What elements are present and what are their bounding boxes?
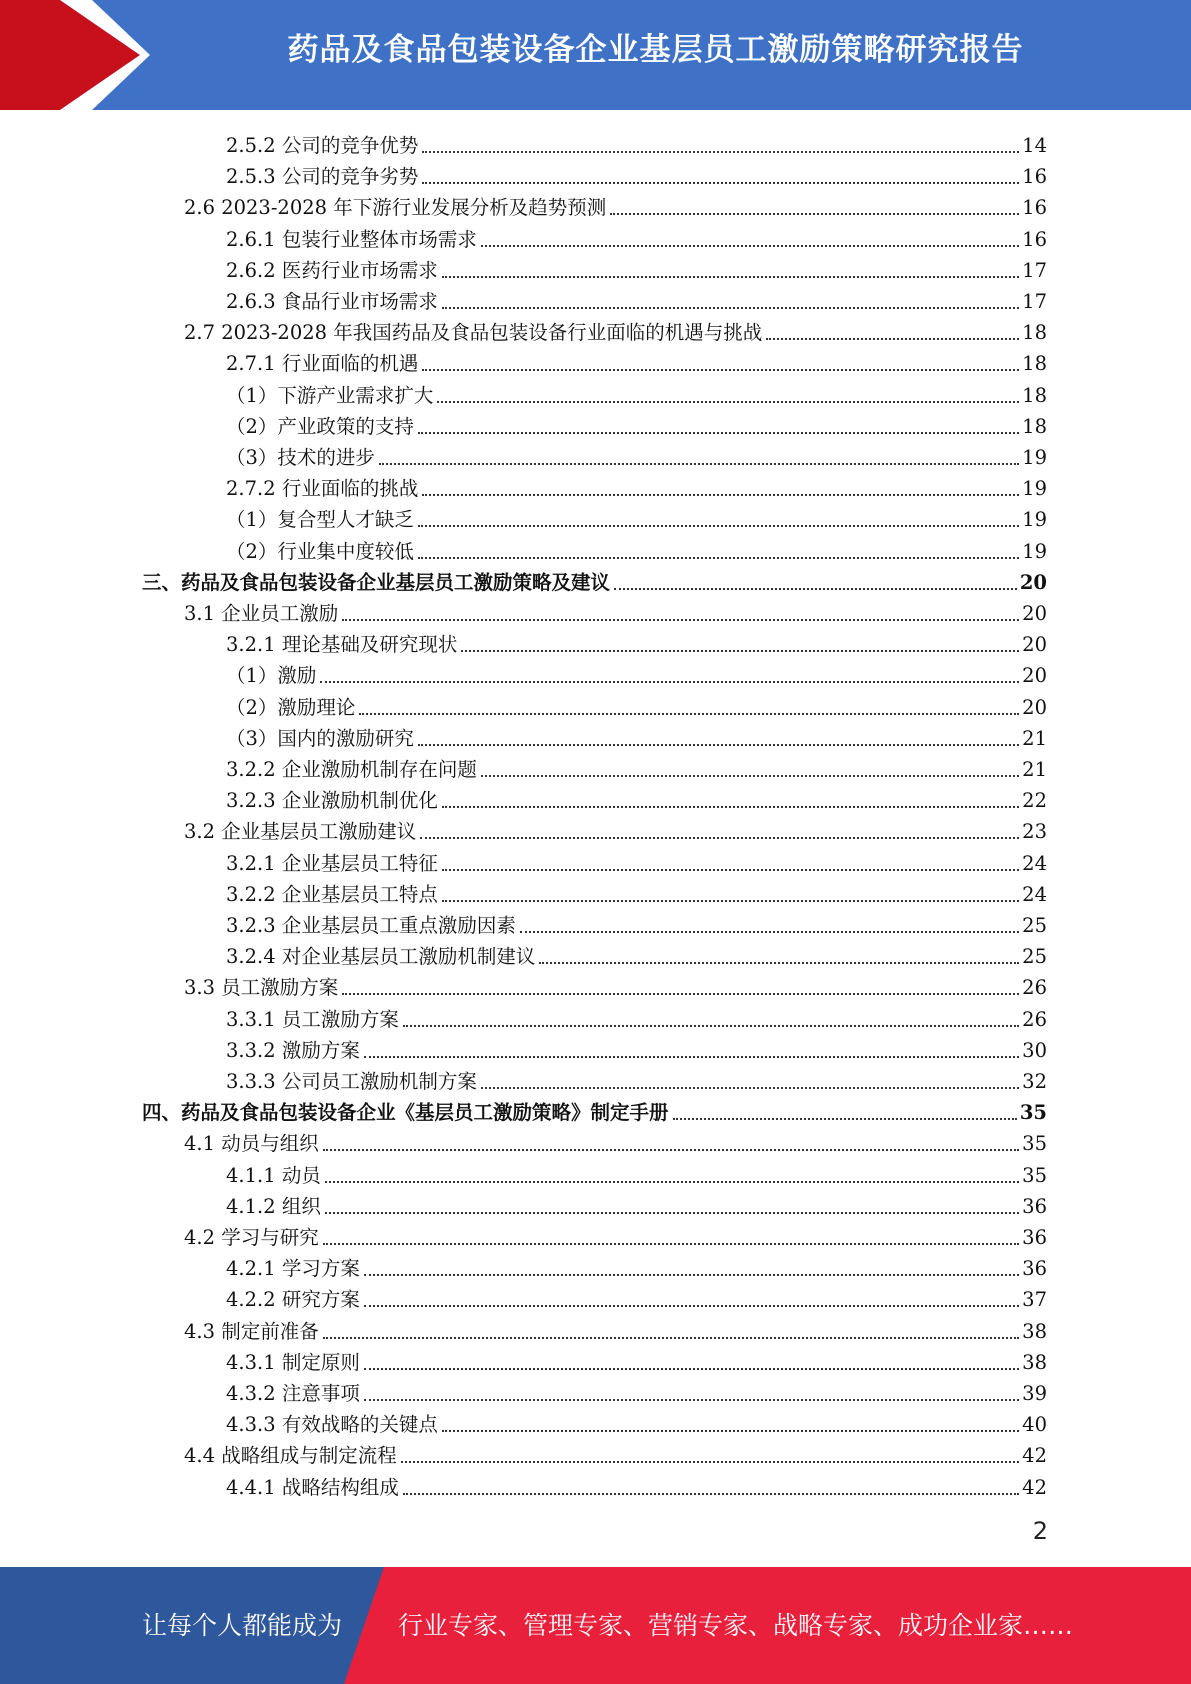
toc-entry-page: 16 [1022, 227, 1047, 251]
toc-entry-label: 3.2 企业基层员工激励建议 [184, 820, 417, 844]
toc-entry-label: 3.3 员工激励方案 [184, 976, 339, 1000]
toc-entry-label: （2）行业集中度较低 [226, 539, 414, 563]
toc-entry-page: 37 [1022, 1288, 1047, 1312]
toc-dot-leader [364, 1399, 1019, 1401]
toc-entry[interactable] [226, 440, 1047, 471]
toc-entry[interactable] [226, 1189, 1047, 1220]
toc-entry-page: 21 [1022, 758, 1047, 781]
toc-entry[interactable] [226, 1251, 1047, 1282]
toc-entry-page: 35 [1019, 1101, 1047, 1125]
header-banner [0, 0, 1191, 110]
toc-entry[interactable] [226, 1345, 1047, 1376]
toc-entry[interactable] [226, 471, 1047, 502]
toc-entry[interactable] [226, 502, 1047, 533]
toc-dot-leader [461, 650, 1019, 652]
toc-entry[interactable] [226, 939, 1047, 970]
toc-entry-page: 20 [1022, 664, 1047, 688]
toc-dot-leader [364, 1274, 1019, 1276]
toc-entry-page: 17 [1022, 258, 1047, 282]
toc-dot-leader [442, 806, 1019, 808]
toc-entry-label: 三、药品及食品包装设备企业基层员工激励策略及建议 [142, 570, 611, 594]
toc-entry[interactable] [226, 1033, 1047, 1064]
toc-entry-page: 25 [1022, 945, 1047, 969]
toc-dot-leader [420, 837, 1019, 839]
toc-dot-leader [610, 213, 1019, 215]
toc-entry-label: 2.6.1 包装行业整体市场需求 [226, 227, 477, 251]
toc-entry[interactable] [226, 908, 1047, 939]
toc-entry[interactable] [226, 346, 1047, 377]
toc-entry-label: 3.3.3 公司员工激励机制方案 [226, 1070, 477, 1093]
toc-dot-leader [325, 1181, 1019, 1183]
footer-banner [0, 1567, 1191, 1684]
toc-entry[interactable] [226, 159, 1047, 190]
toc-entry-label: 4.4 战略组成与制定流程 [184, 1444, 397, 1468]
toc-dot-leader [403, 1025, 1019, 1027]
toc-entry[interactable] [226, 409, 1047, 440]
toc-entry-page: 16 [1022, 196, 1047, 220]
toc-entry-label: 3.2.1 企业基层员工特征 [226, 851, 438, 875]
toc-entry[interactable] [226, 1282, 1047, 1313]
toc-entry[interactable] [226, 1158, 1047, 1189]
toc-entry-label: （1）复合型人才缺乏 [226, 508, 414, 532]
toc-entry[interactable] [184, 1314, 1047, 1345]
toc-entry-page: 23 [1022, 820, 1047, 844]
toc-entry-label: 4.2 学习与研究 [184, 1226, 319, 1249]
toc-dot-leader [539, 962, 1019, 964]
toc-entry-page: 26 [1022, 976, 1047, 1000]
document-title: 药品及食品包装设备企业基层员工激励策略研究报告 [287, 32, 1024, 68]
toc-entry-label: 3.2.1 理论基础及研究现状 [226, 633, 458, 657]
toc-dot-leader [442, 1430, 1019, 1432]
toc-dot-leader [320, 681, 1019, 683]
toc-entry[interactable] [142, 1095, 1047, 1126]
toc-entry[interactable] [184, 1220, 1047, 1251]
toc-dot-leader [442, 869, 1019, 871]
toc-entry-label: 2.7.2 行业面临的挑战 [226, 477, 419, 501]
toc-entry-page: 26 [1022, 1007, 1047, 1031]
toc-entry-page: 18 [1022, 383, 1047, 407]
footer-slogan-left: 让每个人都能成为 [142, 1611, 343, 1640]
toc-entry-page: 36 [1022, 1226, 1047, 1249]
toc-entry-label: 4.1.1 动员 [226, 1163, 321, 1187]
toc-entry-page: 22 [1022, 789, 1047, 813]
toc-entry[interactable] [184, 1126, 1047, 1157]
toc-entry-label: 3.1 企业员工激励 [184, 602, 339, 625]
toc-entry[interactable] [226, 1407, 1047, 1438]
toc-entry-page: 20 [1022, 695, 1047, 719]
toc-entry-label: 2.5.3 公司的竞争劣势 [226, 165, 419, 189]
toc-entry-page: 18 [1022, 352, 1047, 376]
toc-entry-page: 19 [1022, 477, 1047, 501]
toc-entry[interactable] [226, 378, 1047, 409]
toc-entry-label: 3.2.4 对企业基层员工激励机制建议 [226, 945, 536, 969]
toc-dot-leader [520, 931, 1019, 933]
toc-entry[interactable] [226, 846, 1047, 877]
toc-dot-leader [422, 494, 1019, 496]
toc-entry-label: 3.3.1 员工激励方案 [226, 1007, 399, 1031]
toc-entry[interactable] [184, 814, 1047, 845]
toc-entry-page: 20 [1022, 602, 1047, 625]
toc-entry-page: 19 [1022, 508, 1047, 532]
toc-entry[interactable] [226, 1002, 1047, 1033]
toc-entry[interactable] [226, 783, 1047, 814]
toc-dot-leader [418, 432, 1019, 434]
toc-entry[interactable] [226, 721, 1047, 752]
toc-entry-page: 19 [1022, 539, 1047, 563]
toc-entry-label: 4.2.2 研究方案 [226, 1288, 360, 1312]
toc-entry-label: 四、药品及食品包装设备企业《基层员工激励策略》制定手册 [142, 1101, 669, 1125]
toc-entry-page: 18 [1022, 414, 1047, 438]
toc-dot-leader [422, 151, 1019, 153]
toc-dot-leader [481, 245, 1019, 247]
toc-entry[interactable] [184, 596, 1047, 627]
toc-entry-label: 2.6 2023-2028 年下游行业发展分析及趋势预测 [184, 196, 607, 220]
toc-entry-label: 3.2.2 企业激励机制存在问题 [226, 758, 477, 781]
toc-entry-page: 36 [1022, 1257, 1047, 1281]
toc-entry-label: 4.3 制定前准备 [184, 1319, 319, 1343]
toc-dot-leader [325, 1212, 1019, 1214]
page-number: 2 [1032, 1517, 1048, 1545]
toc-entry-label: 4.2.1 学习方案 [226, 1257, 360, 1281]
toc-entry-label: （3）技术的进步 [226, 446, 375, 469]
toc-entry[interactable] [184, 970, 1047, 1001]
toc-entry-page: 36 [1022, 1194, 1047, 1218]
toc-dot-leader [437, 401, 1019, 403]
toc-dot-leader [442, 900, 1019, 902]
toc-entry-page: 30 [1022, 1038, 1047, 1062]
toc-entry-label: 2.7.1 行业面临的机遇 [226, 352, 419, 376]
toc-entry-label: 3.3.2 激励方案 [226, 1038, 360, 1062]
toc-entry[interactable] [184, 190, 1047, 221]
toc-dot-leader [418, 557, 1019, 559]
toc-dot-leader [418, 525, 1019, 527]
toc-entry-page: 35 [1022, 1163, 1047, 1187]
toc-entry-label: 3.2.3 企业基层员工重点激励因素 [226, 914, 516, 937]
toc-entry-page: 16 [1022, 165, 1047, 189]
toc-dot-leader [379, 463, 1019, 465]
toc-dot-leader [342, 993, 1019, 995]
toc-entry-label: 2.5.2 公司的竞争优势 [226, 134, 419, 157]
toc-entry-page: 17 [1022, 290, 1047, 313]
toc-entry[interactable] [226, 534, 1047, 565]
toc-dot-leader [422, 369, 1019, 371]
toc-dot-leader [442, 307, 1019, 309]
toc-entry-label: （1）下游产业需求扩大 [226, 383, 434, 407]
footer-slogan-right: 行业专家、管理专家、营销专家、战略专家、成功企业家…… [398, 1611, 1074, 1640]
toc-entry-label: 3.2.2 企业基层员工特点 [226, 882, 438, 906]
toc-dot-leader [481, 1087, 1019, 1089]
toc-entry[interactable] [226, 752, 1047, 783]
toc-entry[interactable] [226, 1470, 1047, 1501]
toc-entry-page: 18 [1022, 321, 1047, 345]
toc-entry-page: 38 [1022, 1350, 1047, 1374]
toc-dot-leader [614, 588, 1017, 590]
toc-dot-leader [766, 338, 1019, 340]
toc-entry-label: （3）国内的激励研究 [226, 726, 414, 750]
toc-dot-leader [364, 1056, 1019, 1058]
toc-dot-leader [323, 1337, 1019, 1339]
toc-entry-label: 4.3.3 有效战略的关键点 [226, 1413, 438, 1437]
toc-entry-label: 4.1 动员与组织 [184, 1132, 319, 1156]
toc-entry-label: 4.3.1 制定原则 [226, 1350, 360, 1374]
toc-entry-page: 20 [1022, 633, 1047, 657]
toc-entry-page: 24 [1022, 882, 1047, 906]
toc-entry[interactable] [184, 315, 1047, 346]
toc-entry-label: 2.7 2023-2028 年我国药品及食品包装设备行业面临的机遇与挑战 [184, 321, 763, 345]
toc-dot-leader [418, 744, 1019, 746]
toc-dot-leader [359, 713, 1019, 715]
toc-entry-page: 42 [1022, 1444, 1047, 1468]
toc-entry[interactable] [142, 565, 1047, 596]
toc-entry-page: 19 [1022, 446, 1047, 469]
toc-dot-leader [401, 1461, 1019, 1463]
toc-entry-page: 35 [1022, 1132, 1047, 1156]
toc-dot-leader [323, 1149, 1019, 1151]
toc-entry-label: 2.6.3 食品行业市场需求 [226, 290, 438, 313]
toc-dot-leader [403, 1493, 1019, 1495]
toc-entry[interactable] [184, 1438, 1047, 1469]
toc-entry-page: 38 [1022, 1319, 1047, 1343]
toc-entry[interactable] [226, 627, 1047, 658]
toc-entry-label: 2.6.2 医药行业市场需求 [226, 258, 438, 282]
toc-entry-page: 32 [1022, 1070, 1047, 1093]
toc-entry-page: 40 [1022, 1413, 1047, 1437]
toc-entry-page: 39 [1022, 1382, 1047, 1405]
toc-entry[interactable] [226, 690, 1047, 721]
toc-entry[interactable] [226, 1064, 1047, 1095]
toc-entry-page: 42 [1022, 1475, 1047, 1499]
toc-dot-leader [481, 775, 1019, 777]
toc-dot-leader [422, 182, 1019, 184]
toc-entry-label: 4.4.1 战略结构组成 [226, 1475, 399, 1499]
toc-entry-label: 4.3.2 注意事项 [226, 1382, 360, 1405]
toc-entry[interactable] [226, 658, 1047, 689]
toc-entry-label: （2）激励理论 [226, 695, 356, 719]
toc-dot-leader [342, 619, 1019, 621]
toc-entry[interactable] [226, 284, 1047, 315]
toc-entry-page: 20 [1019, 570, 1047, 594]
toc-entry-label: （2）产业政策的支持 [226, 414, 414, 438]
toc-entry-label: （1）激励 [226, 664, 317, 688]
toc-entry[interactable] [226, 877, 1047, 908]
toc-entry[interactable] [226, 128, 1047, 159]
toc-entry[interactable] [226, 1376, 1047, 1407]
toc-entry-page: 25 [1022, 914, 1047, 937]
toc-dot-leader [442, 276, 1019, 278]
toc-entry-page: 14 [1022, 134, 1047, 157]
toc-entry-label: 3.2.3 企业激励机制优化 [226, 789, 438, 813]
toc-dot-leader [364, 1305, 1019, 1307]
toc-entry-page: 24 [1022, 851, 1047, 875]
toc-entry[interactable] [226, 222, 1047, 253]
toc-entry-label: 4.1.2 组织 [226, 1194, 321, 1218]
toc-entry-page: 21 [1022, 726, 1047, 750]
toc-dot-leader [364, 1368, 1019, 1370]
toc-entry[interactable] [226, 253, 1047, 284]
toc-dot-leader [673, 1118, 1017, 1120]
toc-dot-leader [323, 1243, 1019, 1245]
